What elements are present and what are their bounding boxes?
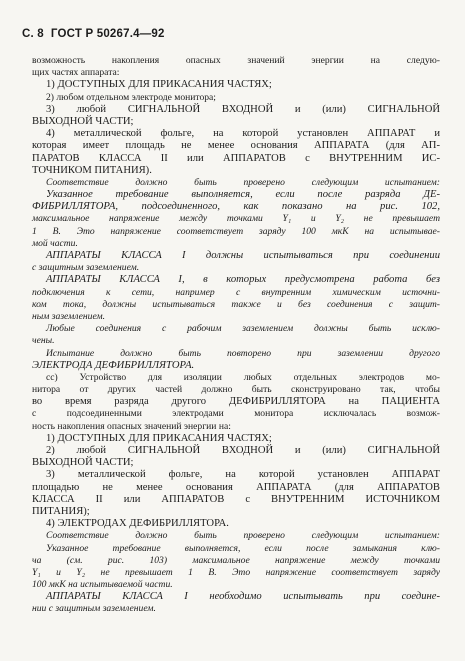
text-line: 3) любой СИГНАЛЬНОЙ ВХОДНОЙ и (или) СИГНАЛЬНОЙ [46,103,440,115]
text-line: АППАРАТЫ КЛАССА I необходимо испытывать при соедине- [46,591,440,603]
text-line: Указанное требование выполняется, если после замыкания клю- [46,542,440,554]
text-line: ВЫХОДНОЙ ЧАСТИ; [32,457,134,469]
text-line: площадью не менее основания АППАРАТА (для АППАРАТОВ [32,481,440,493]
text-line: с подсоединенными электродами монитора исключалась возмож- [32,408,440,420]
text-line: 100 мкК на испытываемой части. [32,579,173,591]
text-line: 2) любой СИГНАЛЬНОЙ ВХОДНОЙ и (или) СИГНАЛЬНОЙ [46,445,440,456]
text-line: ча (см. рис. 103) максимальное напряжение между точками [32,554,440,566]
text-line: ПАРАТОВ КЛАССА II или АППАРАТОВ с ВНУТРЕННИМ ИС- [32,152,440,164]
text-line: ком тока, должны испытываться также и без соединения с защит- [32,298,440,310]
text-line: Испытание должно быть повторено при заземлении другого [46,347,440,359]
text-line: с защитным заземлением. [32,262,140,274]
text-line: возможность накопления опасных значений энергии на следую- [32,55,440,66]
text-line: нитора от других частей должно быть сконструировано так, чтобы [32,384,440,396]
text-line: ВЫХОДНОЙ ЧАСТИ; [32,115,134,127]
standard-designation: ГОСТ Р 50267.4—92 [50,28,165,40]
page-header [22,28,172,40]
text-line: щих частях аппарата: [32,67,120,79]
text-line: 4) металлической фольге, на которой установлен АППАРАТ и [46,128,440,140]
text-line: во время разряда другого ДЕФИБРИЛЛЯТОРА на ПАЦИЕНТА [32,396,440,408]
text-line: АППАРАТЫ КЛАССА I, в которых предусмотрена работа без [46,274,440,286]
text-line: ным заземлением. [32,310,105,322]
text-line: 4) ЭЛЕКТРОДАХ ДЕФИБРИЛЛЯТОРА. [46,518,229,530]
text-line: 3) металлической фольге, на которой установлен АППАРАТ [46,469,440,481]
text-line: чены. [32,335,55,347]
text-line: максимальное напряжение между точками Y₁ и Y₂ не превышает [32,213,440,225]
text-line: нии с защитным заземлением. [32,603,156,615]
text-line: ТОЧНИКОМ ПИТАНИЯ). [32,164,152,176]
text-line: мой части. [32,237,78,249]
text-line: сс) Устройство для изоляции любых отдельных электродов мо- [46,371,440,383]
text-line: ЭЛЕКТРОДА ДЕФИБРИЛЛЯТОРА. [32,359,195,371]
text-line: ПИТАНИЯ); [32,505,90,517]
text-line: 1) ДОСТУПНЫХ ДЛЯ ПРИКАСАНИЯ ЧАСТЯХ; [46,432,272,444]
text-line: АППАРАТЫ КЛАССА I должны испытываться при соединении [46,250,440,261]
page-number: С. 8 [22,28,44,40]
text-line: 1) ДОСТУПНЫХ ДЛЯ ПРИКАСАНИЯ ЧАСТЯХ; [46,79,272,91]
text-line: 1 В. Это напряжение соответствует заряду 100 мкК на испытывае- [32,225,440,237]
text-line: Соответствие должно быть проверено следующим испытанием: [46,176,440,188]
text-line: Любые соединения с рабочим заземлением должны быть исклю- [46,323,440,335]
text-line: КЛАССА II или АППАРАТОВ с ВНУТРЕННИМ ИСТОЧНИКОМ [32,493,440,505]
text-line: которая имеет площадь не менее основания АППАРАТА (для АП- [32,140,440,152]
text-line: ность накопления опасных значений энергии на: [32,420,231,432]
text-line: 2) любом отдельном электроде монитора; [46,91,216,103]
text-line: подключения к сети, например с внутренним химическим источни- [32,286,440,298]
body-text [32,55,440,616]
text-line: Y₁ и Y₂ не превышает 1 В. Это напряжение соответствует заряду [32,566,440,578]
text-line: Указанное требование выполняется, если после разряда ДЕ- [46,189,440,201]
text-line: Соответствие должно быть проверено следующим испытанием: [46,530,440,542]
text-line: ФИБРИЛЛЯТОРА, подсоединенного, как показано на рис. 102, [32,201,440,213]
